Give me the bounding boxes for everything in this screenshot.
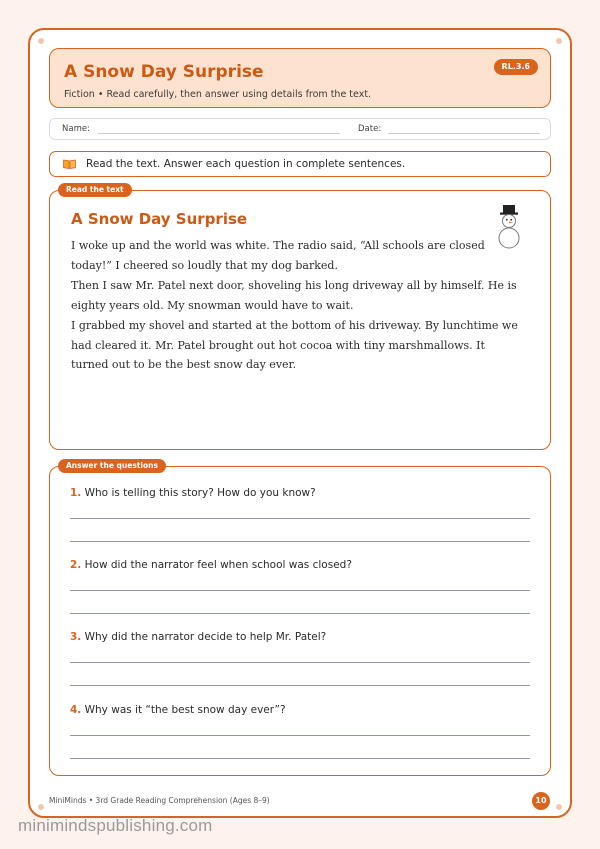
corner-dot xyxy=(556,38,562,44)
question-number: 1. xyxy=(70,487,82,499)
story-paragraph: I woke up and the world was white. The radio said, “All schools are closed today!” I cheered so loudly that my dog barked. xyxy=(71,239,485,272)
date-field[interactable] xyxy=(388,133,540,134)
story-title: A Snow Day Surprise xyxy=(71,210,248,228)
instructions-box xyxy=(49,151,551,177)
name-field[interactable] xyxy=(98,133,340,134)
book-icon xyxy=(63,159,76,169)
corner-dot xyxy=(556,804,562,810)
answer-line[interactable] xyxy=(70,613,530,614)
corner-dot xyxy=(38,38,44,44)
footer-text: MiniMinds • 3rd Grade Reading Comprehension (Ages 8–9) xyxy=(49,796,270,805)
story-paragraph: Then I saw Mr. Patel next door, shoveling his long driveway all by himself. He is eighty years old. My snowman would have to wait. xyxy=(71,279,517,312)
standard-badge: RL.3.6 xyxy=(494,59,538,75)
answer-line[interactable] xyxy=(70,662,530,663)
questions-section xyxy=(49,466,551,776)
answer-line[interactable] xyxy=(70,541,530,542)
name-date-row xyxy=(49,118,551,140)
answer-line[interactable] xyxy=(70,758,530,759)
question-text: Who is telling this story? How do you know? xyxy=(84,487,316,499)
story-paragraph: I grabbed my shovel and started at the bottom of his driveway. By lunchtime we had cleared it. Mr. Patel brought out hot cocoa with tiny marshmallows. It turned out to be the best snow day ever. xyxy=(71,319,518,371)
date-label: Date: xyxy=(358,124,382,134)
question-number: 3. xyxy=(70,631,82,643)
worksheet-title: A Snow Day Surprise xyxy=(64,62,264,82)
worksheet-subtitle: Fiction • Read carefully, then answer using details from the text. xyxy=(64,89,372,100)
watermark: minimindspublishing.com xyxy=(18,816,213,835)
question-text: Why did the narrator decide to help Mr. Patel? xyxy=(84,631,327,643)
question-number: 2. xyxy=(70,559,82,571)
question-4 xyxy=(70,704,286,716)
answer-line[interactable] xyxy=(70,518,530,519)
worksheet-header xyxy=(49,48,551,108)
question-2 xyxy=(70,559,352,571)
instructions-text: Read the text. Answer each question in complete sentences. xyxy=(86,158,406,170)
questions-section-tag: Answer the questions xyxy=(58,459,166,473)
answer-line[interactable] xyxy=(70,685,530,686)
name-label: Name: xyxy=(62,124,90,134)
question-text: How did the narrator feel when school was closed? xyxy=(84,559,352,571)
answer-line[interactable] xyxy=(70,590,530,591)
question-text: Why was it “the best snow day ever”? xyxy=(84,704,286,716)
reading-section-tag: Read the text xyxy=(58,183,132,197)
question-1 xyxy=(70,487,316,499)
page-number: 10 xyxy=(532,792,550,810)
answer-line[interactable] xyxy=(70,735,530,736)
question-number: 4. xyxy=(70,704,82,716)
corner-dot xyxy=(38,804,44,810)
question-3 xyxy=(70,631,326,643)
